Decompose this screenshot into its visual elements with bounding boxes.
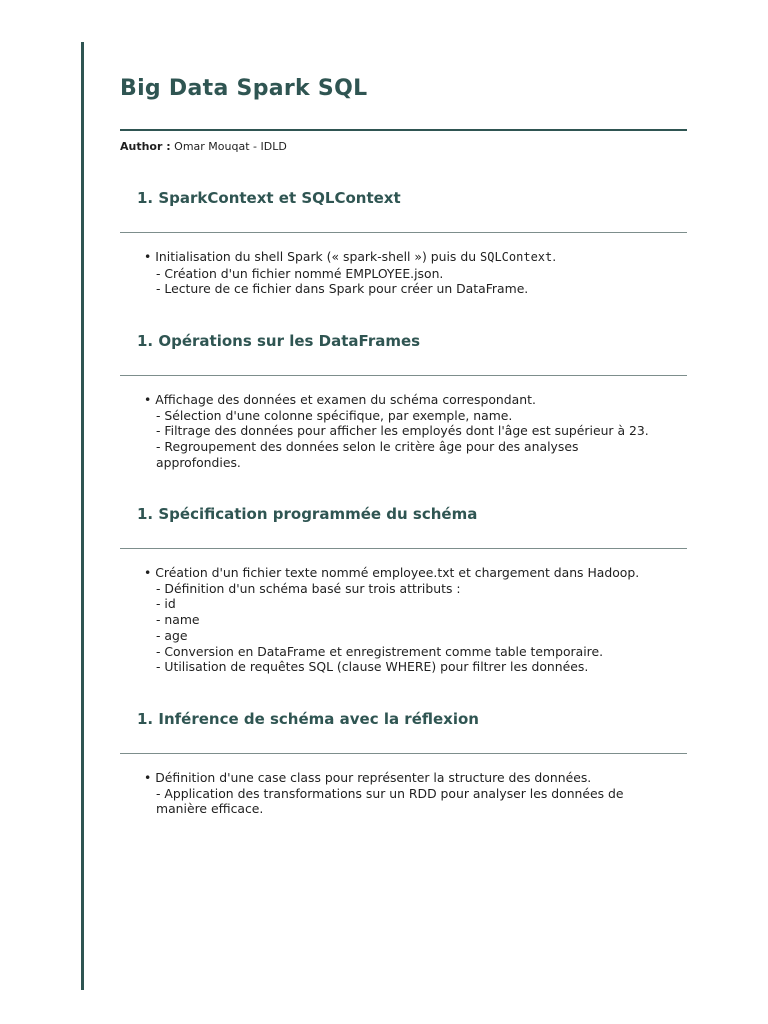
document-title: Big Data Spark SQL <box>120 76 368 101</box>
inline-code: SQLContext <box>480 250 553 264</box>
bullet-mark: • <box>144 392 152 407</box>
section-heading: 1. Inférence de schéma avec la réflexion <box>137 710 479 728</box>
author-label: Author : <box>120 140 171 153</box>
bullet-item <box>144 392 674 408</box>
author-value: Omar Mouqat - IDLD <box>174 140 287 153</box>
section-divider <box>120 232 687 233</box>
sub-item: - Création d'un fichier nommé EMPLOYEE.json. <box>156 265 444 281</box>
bullet-item <box>144 249 674 266</box>
bullet-item <box>144 770 674 786</box>
sub-item: - Conversion en DataFrame et enregistrement comme table temporaire. <box>156 643 604 659</box>
bullet-text-end: . <box>552 249 557 264</box>
bullet-text: Création d'un fichier texte nommé employee.txt et chargement dans Hadoop. <box>155 565 640 580</box>
bullet-text: Définition d'une case class pour représenter la structure des données. <box>155 770 592 785</box>
bullet-text: Affichage des données et examen du schéma correspondant. <box>155 392 536 407</box>
title-divider <box>120 129 687 131</box>
section-heading: 1. Opérations sur les DataFrames <box>137 332 421 350</box>
sub-item: - name <box>156 612 200 628</box>
section-body <box>144 770 674 817</box>
sub-item: - Filtrage des données pour afficher les employés dont l'âge est supérieur à 23. <box>156 423 649 439</box>
section-body <box>144 392 674 471</box>
sub-item: - Définition d'un schéma basé sur trois attributs : <box>156 580 461 596</box>
bullet-mark: • <box>144 565 152 580</box>
left-vertical-rule <box>81 42 84 990</box>
section-divider <box>120 375 687 376</box>
sub-item: - Lecture de ce fichier dans Spark pour créer un DataFrame. <box>156 281 529 297</box>
sub-item: - Utilisation de requêtes SQL (clause WHERE) pour filtrer les données. <box>156 659 589 675</box>
section-heading: 1. SparkContext et SQLContext <box>137 189 401 207</box>
sub-item: - Sélection d'une colonne spécifique, par exemple, name. <box>156 407 513 423</box>
sub-item: - id <box>156 596 176 612</box>
section-divider <box>120 753 687 754</box>
section-heading: 1. Spécification programmée du schéma <box>137 505 478 523</box>
author-line <box>120 140 287 153</box>
bullet-mark: • <box>144 770 152 785</box>
bullet-text: Initialisation du shell Spark (« spark-shell ») puis du <box>155 249 480 264</box>
bullet-item <box>144 565 674 581</box>
bullet-mark: • <box>144 249 152 264</box>
sub-item: - Application des transformations sur un RDD pour analyser les données de manière efficace. <box>156 785 624 817</box>
section-body <box>144 249 674 297</box>
section-body <box>144 565 674 675</box>
sub-item: - age <box>156 627 188 643</box>
section-divider <box>120 548 687 549</box>
sub-item: - Regroupement des données selon le critère âge pour des analyses approfondies. <box>156 439 579 470</box>
